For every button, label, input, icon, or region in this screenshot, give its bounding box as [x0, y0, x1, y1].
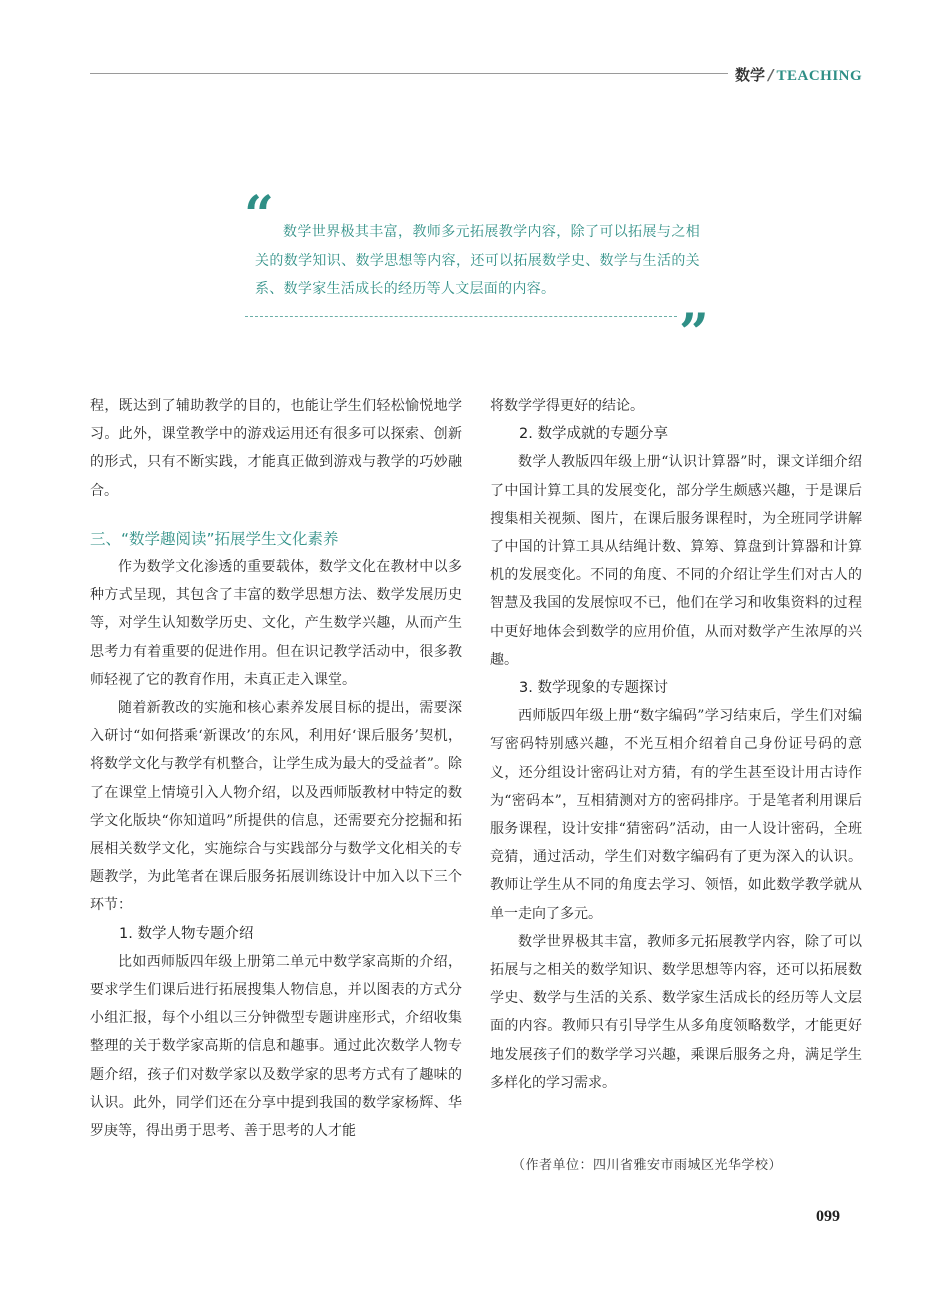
left-paragraph-4: 比如西师版四年级上册第二单元中数学家高斯的介绍，要求学生们课后进行拓展搜集人物信息，并以图表的方式分小组汇报，每个小组以三分钟微型专题讲座形式，介绍收集整理的关于数学家高斯的信息和趣事。通过此次数学人物专题介绍，孩子们对数学家以及数学家的思考方式有了趣味的认识。此外，同学们还在分享中提到我国的数学家杨辉、华罗庚等，得出勇于思考、善于思考的人才能: [90, 953, 462, 1140]
close-quote-icon: ”: [679, 303, 709, 364]
right-column: [490, 392, 862, 1097]
header-rule: [90, 73, 728, 74]
subheading-2: 2. 数学成就的专题分享: [519, 426, 668, 443]
left-paragraph-3: 随着新教改的实施和核心素养发展目标的提出，需要深入研讨“如何搭乘‘新课改’的东风，利用好‘课后服务’契机，将数学文化与教学有机整合，让学生成为最大的受益者”。除了在课堂上情境引入人物介绍，以及西师版教材中特定的数学文化版块“你知道吗”所提供的信息，还需要充分挖掘和拓展相关数学文化，实施综合与实践部分与数学文化相关的专题教学，为此笔者在课后服务拓展训练设计中加入以下三个环节：: [90, 700, 462, 914]
left-paragraph-1: 程，既达到了辅助教学的目的，也能让学生们轻松愉悦地学习。此外，课堂教学中的游戏运用还有很多可以探索、创新的形式，只有不断实践，才能真正做到游戏与教学的巧妙融合。: [90, 398, 462, 499]
page-number: 099: [816, 1208, 840, 1225]
subheading-3: 3. 数学现象的专题探讨: [519, 680, 668, 697]
author-affiliation: （作者单位：四川省雅安市雨城区光华学校）: [512, 1158, 783, 1173]
section-label-en: TEACHING: [776, 68, 863, 84]
right-paragraph-2: 数学人教版四年级上册“认识计算器”时，课文详细介绍了中国计算工具的发展变化，部分学生颇感兴趣，于是课后搜集相关视频、图片，在课后服务课程时，为全班同学讲解了中国的计算工具从结绳计数、算筹、算盘到计算器和计算机的发展变化。不同的角度、不同的介绍让学生们对古人的智慧及我国的发展惊叹不已，他们在学习和收集资料的过程中更好地体会到数学的应用价值，从而对数学产生浓厚的兴趣。: [490, 454, 862, 668]
right-paragraph-4: 数学世界极其丰富，教师多元拓展教学内容，除了可以拓展与之相关的数学知识、数学思想等内容，还可以拓展数学史、数学与生活的关系、数学家生活成长的经历等人文层面的内容。教师只有引导学生从多角度领略数学，才能更好地发展孩子们的数学学习兴趣，乘课后服务之舟，满足学生多样化的学习需求。: [490, 933, 862, 1091]
pull-quote-text: 数学世界极其丰富，教师多元拓展教学内容，除了可以拓展与之相关的数学知识、数学思想等内容，还可以拓展数学史、数学与生活的关系、数学家生活成长的经历等人文层面的内容。: [255, 224, 700, 297]
pull-quote: [255, 218, 700, 304]
subheading-1: 1. 数学人物专题介绍: [119, 925, 254, 942]
section-label: [735, 64, 862, 85]
right-paragraph-1: 将数学学得更好的结论。: [490, 398, 644, 414]
pull-quote-dashed-rule: [245, 316, 677, 317]
section-gap: [90, 505, 462, 525]
section-heading-3: 三、“数学趣阅读”拓展学生文化素养: [90, 529, 339, 548]
right-paragraph-3: 西师版四年级上册“数字编码”学习结束后，学生们对编写密码特别感兴趣，不光互相介绍着自己身份证号码的意义，还分组设计密码让对方猜，有的学生甚至设计用古诗作为“密码本”，互相猜测对方的密码排序。于是笔者利用课后服务课程，设计安排“猜密码”活动，由一人设计密码，全班竞猜，通过活动，学生们对数字编码有了更为深入的认识。教师让学生从不同的角度去学习、领悟，如此数学教学就从单一走向了多元。: [490, 708, 862, 922]
section-label-cn: 数学: [735, 66, 766, 84]
section-label-separator: /: [768, 66, 774, 84]
open-quote-icon: “: [244, 185, 274, 246]
left-paragraph-2: 作为数学文化渗透的重要载体，数学文化在教材中以多种方式呈现，其包含了丰富的数学思想方法、数学发展历史等，对学生认知数学历史、文化，产生数学兴趣，从而产生思考力有着重要的促进作用。但在识记教学活动中，很多教师轻视了它的教育作用，未真正走入课堂。: [90, 559, 462, 688]
left-column: [90, 392, 462, 1145]
